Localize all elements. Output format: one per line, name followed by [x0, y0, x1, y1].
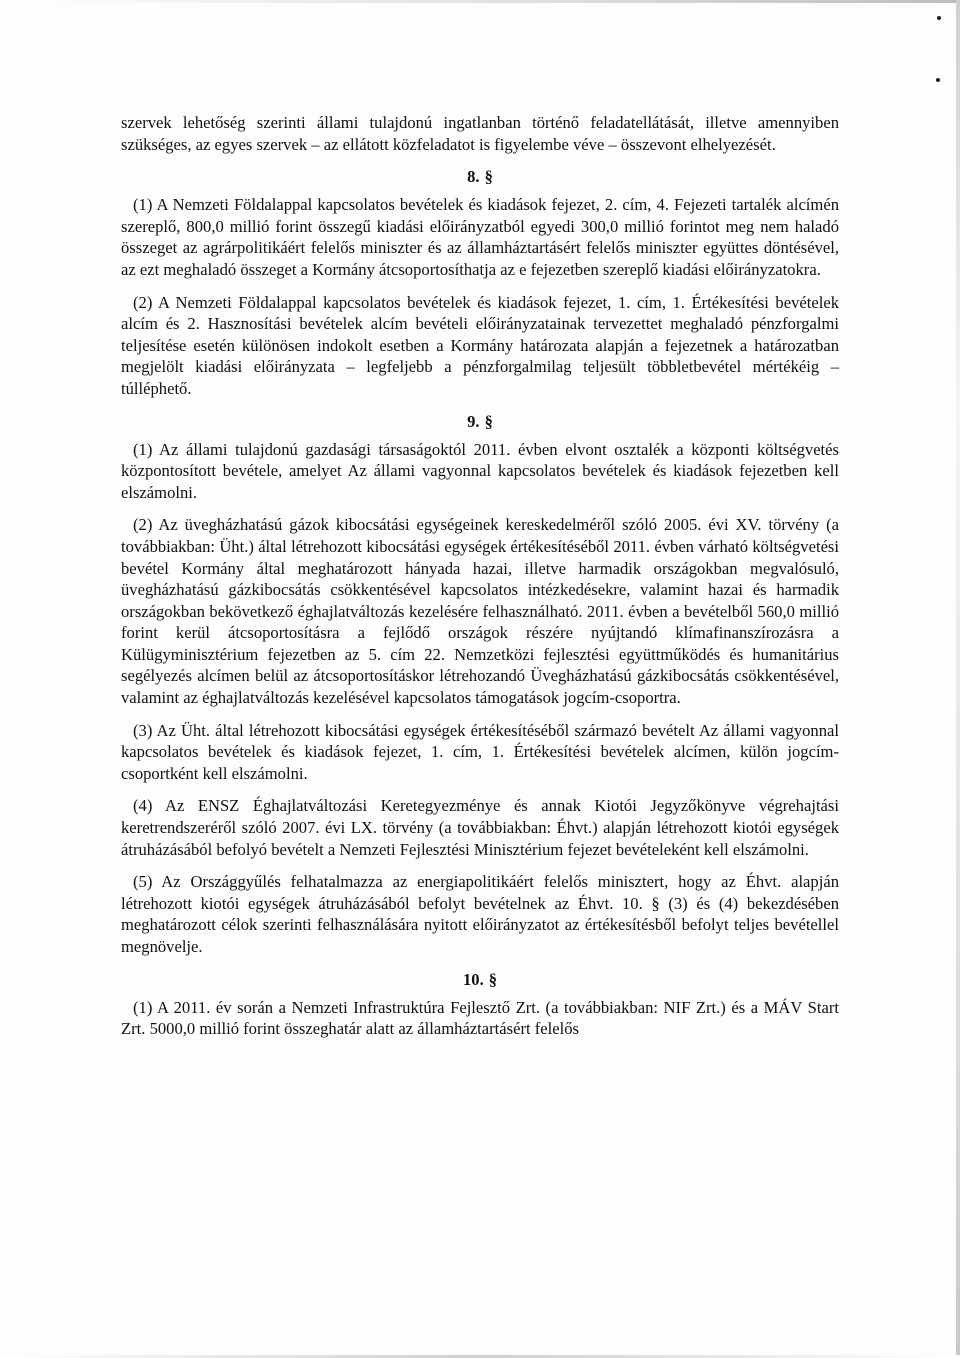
- scan-edge-right: [956, 0, 960, 1358]
- paragraph-intro: szervek lehetőség szerinti állami tulajdonú ingatlanban történő feladatellátását, illetve amennyiben szükséges, az egyes szervek – az ellátott közfeladatot is figyelembe véve – összevont elhelyezését.: [121, 113, 839, 154]
- section-heading-9: [121, 411, 839, 433]
- section-number: 9.: [467, 411, 480, 431]
- section-sign: §: [484, 411, 493, 431]
- scan-speck: [937, 16, 941, 20]
- paragraph-9-2: (2) Az üvegházhatású gázok kibocsátási egységeinek kereskedelméről szóló 2005. évi XV. törvény (a továbbiakban: Üht.) által létrehozott kibocsátási egységek értékesítéséből 2011. évben várható költségvetési bevétel Kormány által meghatározott hányada hazai, illetve harmadik országokban megvalósuló, üvegházhatású gázkibocsátás csökkentésével kapcsolatos intézkedésekre, valamint hazai és harmadik országokban bekövetkező éghajlatváltozás kezelésére felhasználható. 2011. évben a bevételből 560,0 millió forint kerül átcsoportosításra a fejlődő országok részére nyújtandó klímafinanszírozásra a Külügyminisztérium fejezetben az 5. cím 22. Nemzetközi fejlesztési együttműködés és humanitárius segélyezés alcímen belül az átcsoportosításkor létrehozandó Üvegházhatású gázkibocsátás csökkentésével, valamint az éghajlatváltozás kezelésével kapcsolatos támogatások jogcím-csoportra.: [121, 515, 839, 708]
- section-heading-10: [121, 969, 839, 991]
- paragraph-8-2: (2) A Nemzeti Földalappal kapcsolatos bevételek és kiadások fejezet, 1. cím, 1. Értékesítési bevételek alcím és 2. Hasznosítási bevételek alcím bevételi előirányzatainak tervezettet meghaladó pénzforgalmi teljesítése esetén különösen indokolt esetben a Kormány határozata alapján a fejezetnek a határozatban megjelölt kiadási előirányzata – legfeljebb a pénzforgalmilag teljesült többletbevétel mértékéig – túlléphető.: [121, 292, 839, 398]
- paragraph-8-1: (1) A Nemzeti Földalappal kapcsolatos bevételek és kiadások fejezet, 2. cím, 4. Fejezeti tartalék alcímén szereplő, 800,0 millió forint összegű kiadási előirányzatból egyedi 300,0 millió forintot meg nem haladó összeget az agrárpolitikáért felelős miniszter és az államháztartásért felelős miniszter együttes döntésével, az ezt meghaladó összeget a Kormány átcsoportosíthatja az e fejezetben szereplő kiadási előirányzatokra.: [121, 195, 839, 279]
- paragraph-9-4: (4) Az ENSZ Éghajlatváltozási Keretegyezménye és annak Kiotói Jegyzőkönyve végrehajtási keretrendszeréről szóló 2007. évi LX. törvény (a továbbiakban: Éhvt.) alapján létrehozott kiotói egységek átruházásából befolyó bevételt a Nemzeti Fejlesztési Minisztérium fejezet bevételeként kell elszámolni.: [121, 796, 839, 859]
- section-number: 8.: [467, 167, 480, 187]
- paragraph-9-5: (5) Az Országgyűlés felhatalmazza az energiapolitikáért felelős minisztert, hogy az Éhvt. alapján létrehozott kiotói egységek átruházásából befolyt bevételnek az Éhvt. 10. § (3) és (4) bekezdésében meghatározott célok szerinti felhasználására nyitott előirányzatot az értékesítésből befolyt teljes bevétellel megnövelje.: [121, 872, 839, 956]
- paragraph-9-3: (3) Az Üht. által létrehozott kibocsátási egységek értékesítéséből származó bevételt Az állami vagyonnal kapcsolatos bevételek és kiadások fejezet, 1. cím, 1. Értékesítési bevételek alcímen, külön jogcím-csoportként kell elszámolni.: [121, 720, 839, 783]
- paragraph-9-1: (1) Az állami tulajdonú gazdasági társaságoktól 2011. évben elvont osztalék a központi költségvetés központosított bevétele, amelyet Az állami vagyonnal kapcsolatos bevételek és kiadások fejezetben kell elszámolni.: [121, 439, 839, 502]
- document-body: [121, 112, 839, 1040]
- section-heading-8: [121, 166, 839, 188]
- scan-edge-top: [0, 0, 960, 3]
- scan-speck: [936, 78, 940, 82]
- paragraph-10-1: (1) A 2011. év során a Nemzeti Infrastruktúra Fejlesztő Zrt. (a továbbiakban: NIF Zrt.) és a MÁV Start Zrt. 5000,0 millió forint összeghatár alatt az államháztartásért felelős: [121, 997, 839, 1039]
- section-sign: §: [488, 969, 498, 989]
- section-number: 10.: [462, 969, 484, 989]
- section-sign: §: [484, 167, 493, 187]
